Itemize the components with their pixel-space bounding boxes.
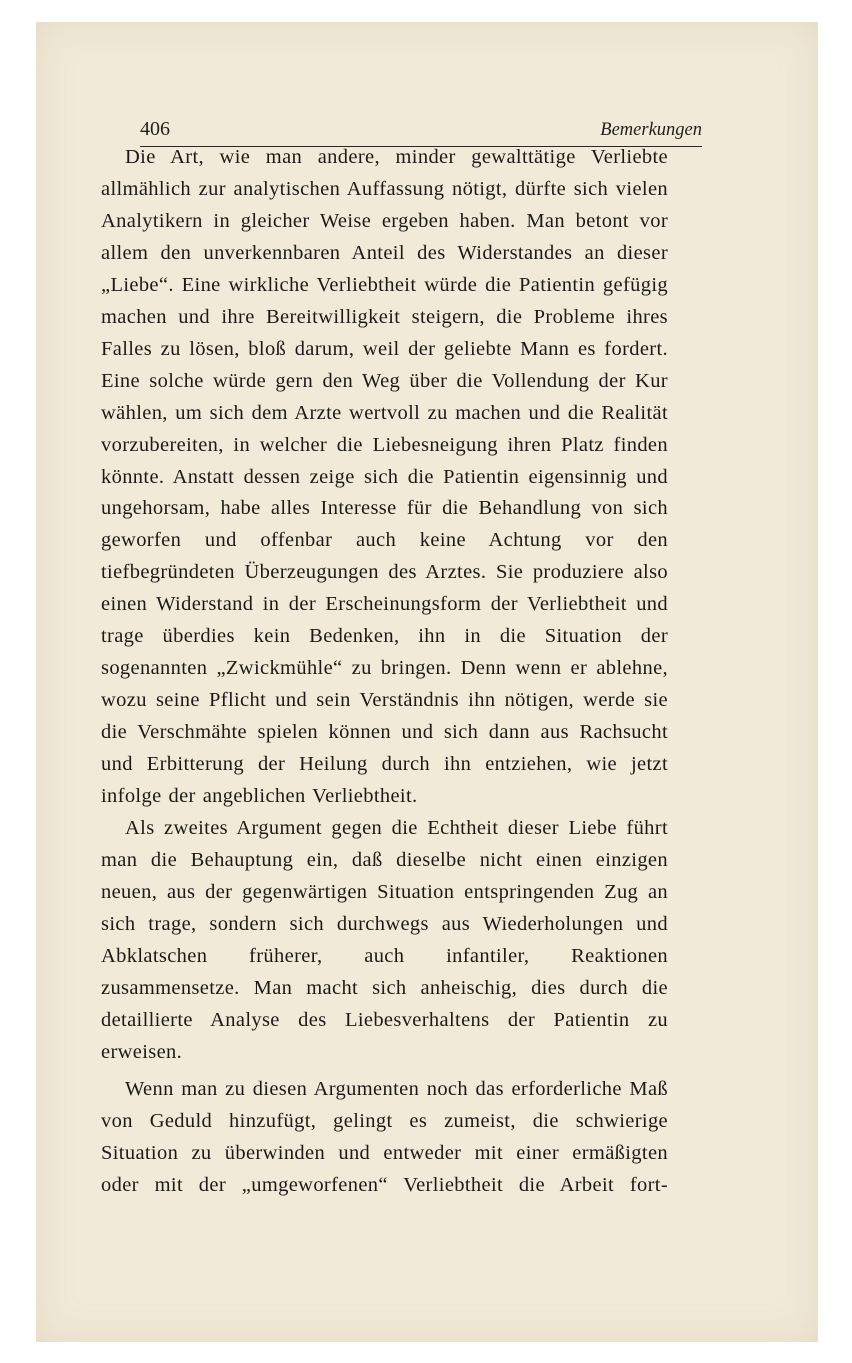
paragraph-3: Wenn man zu diesen Argumenten noch das erforderliche Maß von Geduld hinzufügt, gelingt es zumeist, die schwierige Situation zu überwinden und entweder mit einer ermäßigten oder mit der „umgeworfenen“ Verliebtheit die Arbeit fort- (101, 1077, 668, 1196)
paragraph-2: Als zweites Argument gegen die Echtheit dieser Liebe führt man die Behauptung ein, daß dieselbe nicht einen einzigen neuen, aus der gegenwärtigen Situation entspringenden Zug an sich trage, sondern sich durchwegs aus Wiederholungen und Abklatschen früherer, auch infantiler, Reaktionen zusammensetze. Man macht sich anheischig, dies durch die detaillierte Analyse des Liebesverhaltens der Patientin zu erweisen. (101, 817, 668, 1063)
body-text (101, 142, 668, 1201)
page-number: 406 (140, 118, 170, 140)
running-head: Bemerkungen (600, 120, 702, 140)
paragraph-1: Die Art, wie man andere, minder gewalttätige Verliebte allmählich zur analytischen Auffassung nötigt, dürfte sich vielen Analytikern in gleicher Weise ergeben haben. Man betont vor allem den unverkennbaren Anteil des Widerstandes an dieser „Liebe“. Eine wirkliche Verliebtheit würde die Patientin gefügig machen und ihre Bereitwilligkeit steigern, die Probleme ihres Falles zu lösen, bloß darum, weil der geliebte Mann es fordert. Eine solche würde gern den Weg über die Vollendung der Kur wählen, um sich dem Arzte wertvoll zu machen und die Realität vorzubereiten, in welcher die Liebesneigung ihren Platz finden könnte. Anstatt dessen zeige sich die Patientin eigensinnig und ungehorsam, habe alles Interesse für die Behandlung von sich geworfen und offenbar auch keine Achtung vor den tiefbegründeten Überzeugungen des Arztes. Sie produziere also einen Widerstand in der Erscheinungsform der Verliebtheit und trage überdies kein Bedenken, ihn in die Situation der sogenannten „Zwickmühle“ zu bringen. Denn wenn er ablehne, wozu seine Pflicht und sein Verständnis ihn nötigen, werde sie die Verschmähte spielen können und sich dann aus Rachsucht und Erbitterung der Heilung durch ihn entziehen, wie jetzt infolge der angeblichen Verliebtheit. (101, 146, 668, 808)
